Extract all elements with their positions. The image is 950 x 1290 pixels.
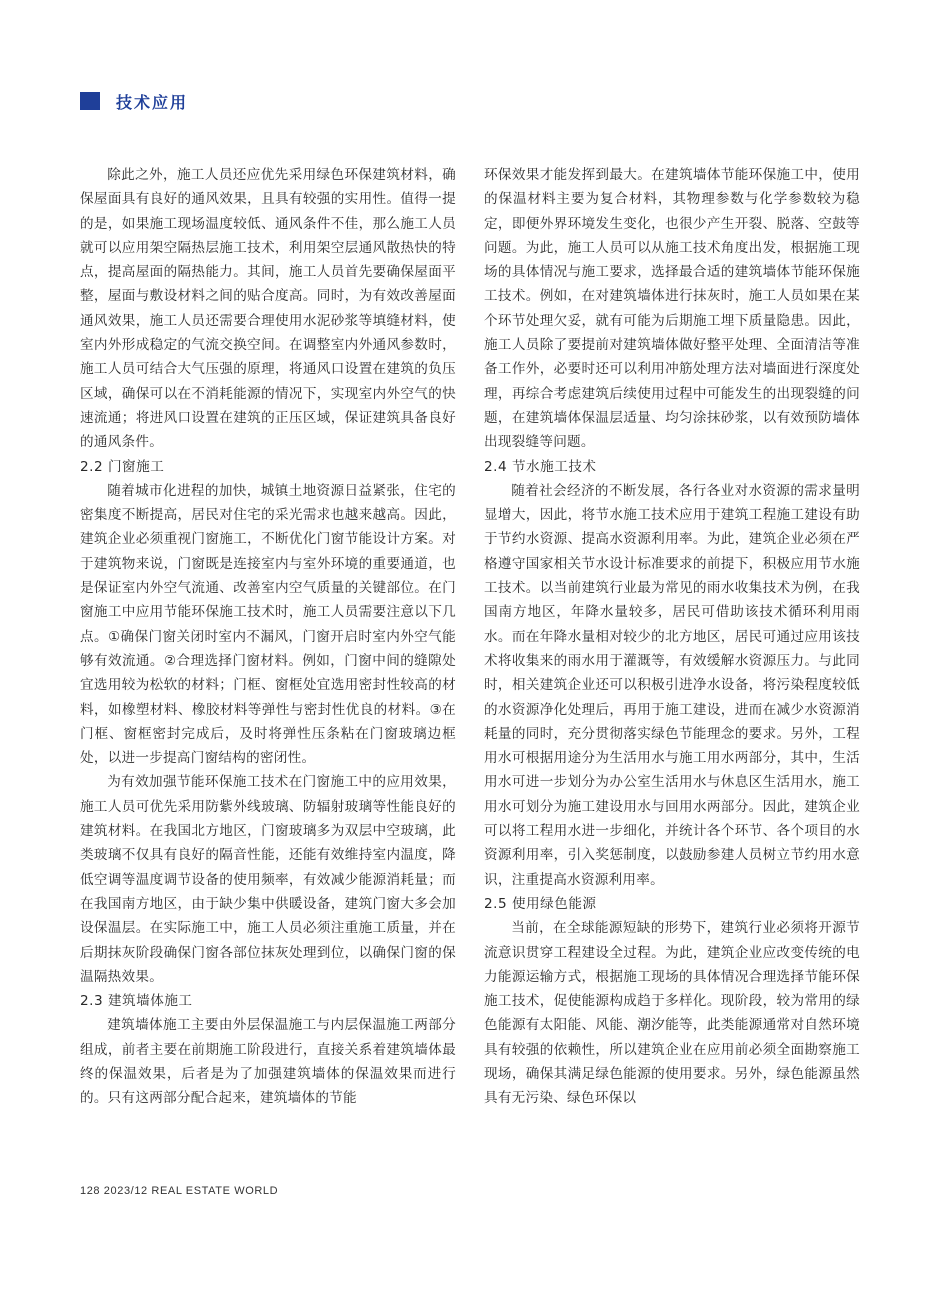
body-paragraph: 建筑墙体施工主要由外层保温施工与内层保温施工两部分组成，前者主要在前期施工阶段进行，直接关系着建筑墙体最终的保温效果，后者是为了加强建筑墙体的保温效果而进行的。只有这两部分配合起来，建筑墙体的节能 — [80, 1017, 456, 1107]
section-title: 技术应用 — [116, 92, 189, 112]
section-heading: 2.4 节水施工技术 — [484, 458, 597, 475]
body-paragraph: 随着社会经济的不断发展，各行各业对水资源的需求量明显增大，因此，将节水施工技术应用于建筑工程施工建设有助于节约水资源、提高水资源利用率。为此，建筑企业必须在严格遵守国家相关节水设计标准要求的前提下，积极应用节水施工技术。以当前建筑行业最为常见的雨水收集技术为例，在我国南方地区，年降水量较多，居民可借助该技术循环利用雨水。而在年降水量相对较少的北方地区，居民可通过应用该技术将收集来的雨水用于灌溉等，有效缓解水资源压力。与此同时，相关建筑企业还可以积极引进净水设备，将污染程度较低的水资源净化处理后，再用于施工建设，进而在减少水资源消耗量的同时，充分贯彻落实绿色节能理念的要求。另外，工程用水可根据用途分为生活用水与施工用水两部分，其中，生活用水可进一步划分为办公室生活用水与休息区生活用水，施工用水可划分为施工建设用水与回用水两部分。因此，建筑企业可以将工程用水进一步细化，并统计各个环节、各个项目的水资源利用率，引入奖惩制度，以鼓励参建人员树立节约用水意识，注重提高水资源利用率。 — [484, 482, 860, 888]
section-header — [80, 90, 188, 112]
section-heading: 2.2 门窗施工 — [80, 458, 165, 475]
right-column — [484, 163, 860, 1111]
left-column — [80, 163, 456, 1111]
body-paragraph: 环保效果才能发挥到最大。在建筑墙体节能环保施工中，使用的保温材料主要为复合材料，其物理参数与化学参数较为稳定，即便外界环境发生变化，也很少产生开裂、脱落、空鼓等问题。为此，施工人员可以从施工技术角度出发，根据施工现场的具体情况与施工要求，选择最合适的建筑墙体节能环保施工技术。例如，在对建筑墙体进行抹灰时，施工人员如果在某个环节处理欠妥，就有可能为后期施工埋下质量隐患。因此，施工人员除了要提前对建筑墙体做好整平处理、全面清洁等准备工作外，必要时还可以利用冲筋处理方法对墙面进行深度处理，再综合考虑建筑后续使用过程中可能发生的出现裂缝的问题，在建筑墙体保温层适量、均匀涂抹砂浆，以有效预防墙体出现裂缝等问题。 — [484, 167, 860, 451]
section-heading: 2.3 建筑墙体施工 — [80, 993, 193, 1010]
section-heading: 2.5 使用绿色能源 — [484, 895, 597, 912]
body-paragraph: 为有效加强节能环保施工技术在门窗施工中的应用效果，施工人员可优先采用防紫外线玻璃、防辐射玻璃等性能良好的建筑材料。在我国北方地区，门窗玻璃多为双层中空玻璃，此类玻璃不仅具有良好的隔音性能，还能有效维持室内温度，降低空调等温度调节设备的使用频率，有效减少能源消耗量；而在我国南方地区，由于缺少集中供暖设备，建筑门窗大多会加设保温层。在实际施工中，施工人员必须注重施工质量，并在后期抹灰阶段确保门窗各部位抹灰处理到位，以确保门窗的保温隔热效果。 — [80, 774, 456, 985]
body-paragraph: 当前，在全球能源短缺的形势下，建筑行业必须将开源节流意识贯穿工程建设全过程。为此，建筑企业应改变传统的电力能源运输方式，根据施工现场的具体情况合理选择节能环保施工技术，促使能源构成趋于多样化。现阶段，较为常用的绿色能源有太阳能、风能、潮汐能等，此类能源通常对自然环境具有较强的依赖性，所以建筑企业在应用前必须全面勘察施工现场，确保其满足绿色能源的使用要求。另外，绿色能源虽然具有无污染、绿色环保以 — [484, 920, 860, 1107]
page-footer: 128 2023/12 REAL ESTATE WORLD — [80, 1185, 279, 1197]
body-paragraph: 随着城市化进程的加快，城镇土地资源日益紧张，住宅的密集度不断提高，居民对住宅的采光需求也越来越高。因此，建筑企业必须重视门窗施工，不断优化门窗节能设计方案。对于建筑物来说，门窗既是连接室内与室外环境的重要通道，也是保证室内外空气流通、改善室内空气质量的关键部位。在门窗施工中应用节能环保施工技术时，施工人员需要注意以下几点。①确保门窗关闭时室内不漏风，门窗开启时室内外空气能够有效流通。②合理选择门窗材料。例如，门窗中间的缝隙处宜选用较为松软的材料；门框、窗框处宜选用密封性较高的材料，如橡塑材料、橡胶材料等弹性与密封性优良的材料。③在门框、窗框密封完成后，及时将弹性压条粘在门窗玻璃边框处，以进一步提高门窗结构的密闭性。 — [80, 482, 456, 767]
header-square-icon — [80, 92, 100, 110]
body-paragraph: 除此之外，施工人员还应优先采用绿色环保建筑材料，确保屋面具有良好的通风效果，且具有较强的实用性。值得一提的是，如果施工现场温度较低、通风条件不佳，那么施工人员就可以应用架空隔热层施工技术，利用架空层通风散热快的特点，提高屋面的隔热能力。其间，施工人员首先要确保屋面平整，屋面与敷设材料之间的贴合度高。同时，为有效改善屋面通风效果，施工人员还需要合理使用水泥砂浆等填缝材料，使室内外形成稳定的气流交换空间。在调整室内外通风参数时，施工人员可结合大气压强的原理，将通风口设置在建筑的负压区域，确保可以在不消耗能源的情况下，实现室内外空气的快速流通；将进风口设置在建筑的正压区域，保证建筑具备良好的通风条件。 — [80, 167, 456, 451]
